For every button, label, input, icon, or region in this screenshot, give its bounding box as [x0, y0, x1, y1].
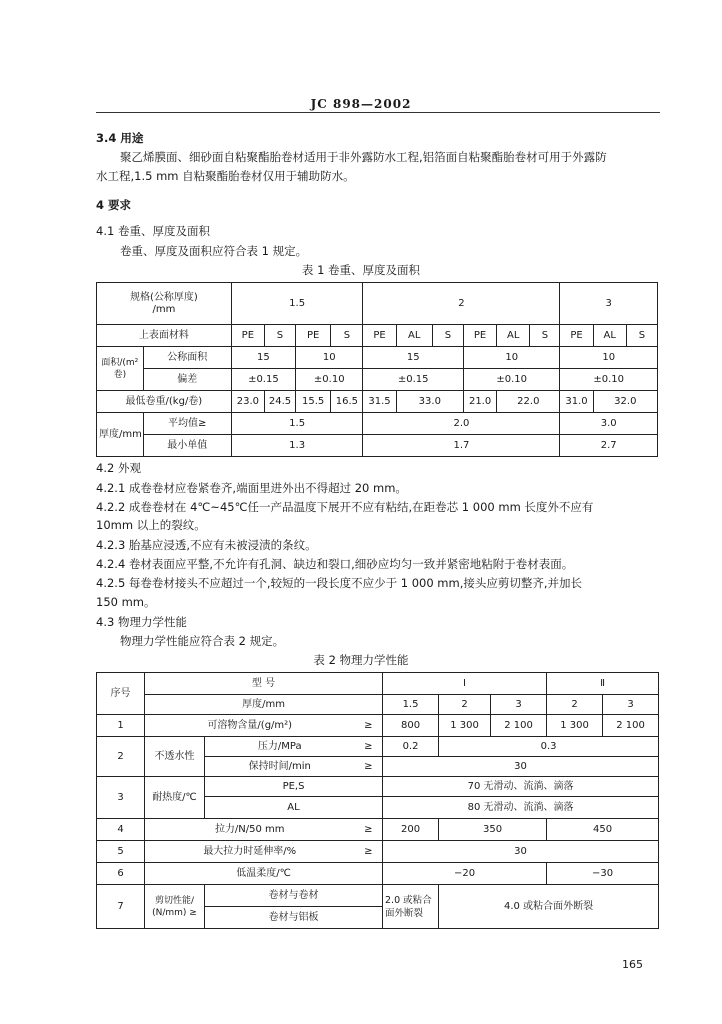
t1-spec-label-line1: 规格(公称厚度): [129, 291, 198, 303]
t2-r3-pes-label: PE,S: [205, 777, 383, 797]
t2-r3-al-label: AL: [205, 797, 383, 819]
section-4-3-intro: 物理力学性能应符合表 2 规定。: [120, 634, 285, 648]
t1-surface: S: [264, 325, 295, 347]
t2-r4-sym: ≥: [355, 819, 383, 841]
t1-spec-1-5: 1.5: [231, 283, 363, 325]
t2-r6-v1: −20: [383, 863, 547, 885]
t2-grade-I: Ⅰ: [383, 673, 547, 695]
t1-thickness-label: 厚度/mm: [97, 413, 144, 457]
t2-r2-pressure-sym: ≥: [355, 737, 383, 757]
section-4-2-title: 4.2 外观: [96, 461, 141, 475]
t1-deviation-value: ±0.10: [296, 369, 363, 391]
t2-r4-v1: 200: [383, 819, 439, 841]
section-4-2-5-line2: 150 mm。: [96, 595, 156, 609]
t2-grade-label: 型 号: [145, 673, 383, 695]
section-4-2-1: 4.2.1 成卷卷材应卷紧卷齐,端面里进外出不得超过 20 mm。: [96, 481, 407, 495]
t1-avg-label: 平均值≥: [143, 413, 231, 435]
t1-nominal-value: 10: [464, 347, 560, 369]
t1-avg-value: 2.0: [363, 413, 560, 435]
t2-r4-v3: 450: [547, 819, 659, 841]
table2-caption: 表 2 物理力学性能: [313, 653, 409, 667]
t2-r7-label: [145, 885, 205, 929]
t2-r7-v2: 4.0 或粘合面外断裂: [439, 885, 659, 929]
table1-caption: 表 1 卷重、厚度及面积: [301, 263, 421, 277]
t1-min-weight-value: 21.0: [464, 391, 497, 413]
t2-r5-value: 30: [383, 841, 659, 863]
t2-r5-label: 最大拉力时延伸率/%: [145, 841, 355, 863]
t1-min-weight-value: 22.0: [497, 391, 560, 413]
section-3-4-title: 3.4 用途: [96, 131, 144, 145]
t1-min-single-label: 最小单值: [143, 435, 231, 457]
section-4-2-5-line1: 4.2.5 每卷卷材接头不应超过一个,较短的一段长度不应少于 1 000 mm,接头应剪切整齐,并加长: [96, 576, 583, 590]
t1-deviation-value: ±0.10: [560, 369, 658, 391]
t1-avg-value: 1.5: [231, 413, 363, 435]
t1-surface: S: [626, 325, 657, 347]
section-4-2-2-line1: 4.2.2 成卷卷材在 4℃~45℃任一产品温度下展开不应有粘结,在距卷芯 1 000 mm 长度外不应有: [96, 500, 594, 514]
t1-min-weight-value: 33.0: [396, 391, 463, 413]
t1-surface: PE: [363, 325, 396, 347]
t1-surface: AL: [497, 325, 530, 347]
t2-r3-no: 3: [97, 777, 145, 819]
t1-surface-label: 上表面材料: [97, 325, 232, 347]
t2-r2-no: 2: [97, 737, 145, 777]
standard-code-header: JC 898—2002: [310, 97, 412, 111]
t2-r2-label: 不透水性: [145, 737, 205, 777]
header-rule: [96, 112, 660, 113]
section-4-1-intro: 卷重、厚度及面积应符合表 1 规定。: [120, 244, 308, 258]
t1-min-weight-value: 15.5: [296, 391, 331, 413]
t2-r2-pressure-v2: 0.3: [439, 737, 659, 757]
t1-avg-value: 3.0: [560, 413, 658, 435]
t2-thickness-label: 厚度/mm: [145, 695, 383, 715]
t1-deviation-label: 偏差: [143, 369, 231, 391]
t2-r7-label-line2: (N/mm) ≥: [152, 907, 197, 918]
t2-r3-label: 耐热度/℃: [145, 777, 205, 819]
t2-r6-v2: −30: [547, 863, 659, 885]
t2-r4-v2: 350: [439, 819, 547, 841]
t2-r7-no: 7: [97, 885, 145, 929]
t1-min-weight-value: 16.5: [331, 391, 363, 413]
t2-grade-II: Ⅱ: [547, 673, 659, 695]
t1-min-weight-value: 31.0: [560, 391, 593, 413]
t2-r7-v1: 2.0 或粘合面外断裂: [383, 885, 439, 929]
section-3-4-line2: 水工程,1.5 mm 自粘聚酯胎卷材仅用于辅助防水。: [96, 169, 355, 183]
t1-surface: PE: [231, 325, 264, 347]
t1-spec-label-line2: /mm: [152, 303, 176, 315]
t1-nominal-value: 15: [231, 347, 295, 369]
t2-r3-al-value: 80 无滑动、流淌、滴落: [383, 797, 659, 819]
section-4-2-3: 4.2.3 胎基应浸透,不应有未被浸渍的条纹。: [96, 538, 317, 552]
section-4-title: 4 要求: [96, 198, 132, 212]
t2-r2-time-label: 保持时间/min: [205, 757, 355, 777]
t1-surface: S: [530, 325, 560, 347]
t2-r2-pressure-label: 压力/MPa: [205, 737, 355, 757]
t1-spec-label: [97, 283, 232, 325]
t2-r1-no: 1: [97, 715, 145, 737]
section-4-2-2-line2: 10mm 以上的裂纹。: [96, 518, 206, 532]
t1-surface: PE: [296, 325, 331, 347]
section-4-1-title: 4.1 卷重、厚度及面积: [96, 224, 210, 238]
t2-r5-sym: ≥: [355, 841, 383, 863]
t1-surface: PE: [560, 325, 593, 347]
table1: [96, 282, 658, 457]
t2-r7-sub2: 卷材与铝板: [205, 907, 383, 929]
t1-min-weight-label: 最低卷重/(kg/卷): [97, 391, 232, 413]
t2-thick-value: 1.5: [383, 695, 439, 715]
t1-min-single-value: 1.7: [363, 435, 560, 457]
t1-surface: S: [331, 325, 363, 347]
t2-thick-value: 3: [603, 695, 659, 715]
t1-min-weight-value: 32.0: [593, 391, 657, 413]
t2-r1-sym: ≥: [355, 715, 383, 737]
t1-surface: AL: [593, 325, 626, 347]
t2-r1-value: 2 100: [491, 715, 547, 737]
t2-thick-value: 2: [547, 695, 603, 715]
t2-r1-label: 可溶物含量/(g/m²): [145, 715, 355, 737]
t1-deviation-value: ±0.15: [363, 369, 464, 391]
t1-area-label: 面积/(m² 卷): [97, 347, 144, 391]
t2-r7-sub1: 卷材与卷材: [205, 885, 383, 907]
t2-thick-value: 3: [491, 695, 547, 715]
t2-r1-value: 2 100: [603, 715, 659, 737]
t2-r1-value: 1 300: [547, 715, 603, 737]
table2: [96, 672, 659, 929]
t1-nominal-value: 10: [296, 347, 363, 369]
t1-nominal-value: 10: [560, 347, 658, 369]
t2-r4-no: 4: [97, 819, 145, 841]
t1-surface: AL: [396, 325, 432, 347]
t1-deviation-value: ±0.15: [231, 369, 295, 391]
t1-surface: S: [432, 325, 463, 347]
t1-surface: PE: [464, 325, 497, 347]
section-4-3-title: 4.3 物理力学性能: [96, 615, 187, 629]
t2-r7-label-line1: 剪切性能/: [154, 895, 195, 906]
t1-nominal-label: 公称面积: [143, 347, 231, 369]
page-number: 165: [622, 958, 643, 971]
t2-thick-value: 2: [439, 695, 491, 715]
t1-nominal-value: 15: [363, 347, 464, 369]
t2-no-label: 序号: [97, 673, 145, 715]
t2-r5-no: 5: [97, 841, 145, 863]
t2-r4-label: 拉力/N/50 mm: [145, 819, 355, 841]
t2-r6-label: 低温柔度/℃: [145, 863, 383, 885]
t1-min-single-value: 2.7: [560, 435, 658, 457]
t2-r2-time-value: 30: [383, 757, 659, 777]
t1-deviation-value: ±0.10: [464, 369, 560, 391]
t1-spec-2: 2: [363, 283, 560, 325]
section-4-2-4: 4.2.4 卷材表面应平整,不允许有孔洞、缺边和裂口,细砂应均匀一致并紧密地粘附于卷材表面。: [96, 557, 574, 571]
t2-r1-value: 1 300: [439, 715, 491, 737]
t2-r2-pressure-v1: 0.2: [383, 737, 439, 757]
t2-r2-time-sym: ≥: [355, 757, 383, 777]
t1-min-weight-value: 23.0: [231, 391, 264, 413]
t2-r1-value: 800: [383, 715, 439, 737]
t2-r3-pes-value: 70 无滑动、流淌、滴落: [383, 777, 659, 797]
t1-spec-3: 3: [560, 283, 658, 325]
t1-min-weight-value: 24.5: [264, 391, 295, 413]
section-3-4-line1: 聚乙烯膜面、细砂面自粘聚酯胎卷材适用于非外露防水工程,铝箔面自粘聚酯胎卷材可用于外露防: [120, 150, 607, 164]
t1-min-weight-value: 31.5: [363, 391, 396, 413]
t1-min-single-value: 1.3: [231, 435, 363, 457]
t2-r6-no: 6: [97, 863, 145, 885]
